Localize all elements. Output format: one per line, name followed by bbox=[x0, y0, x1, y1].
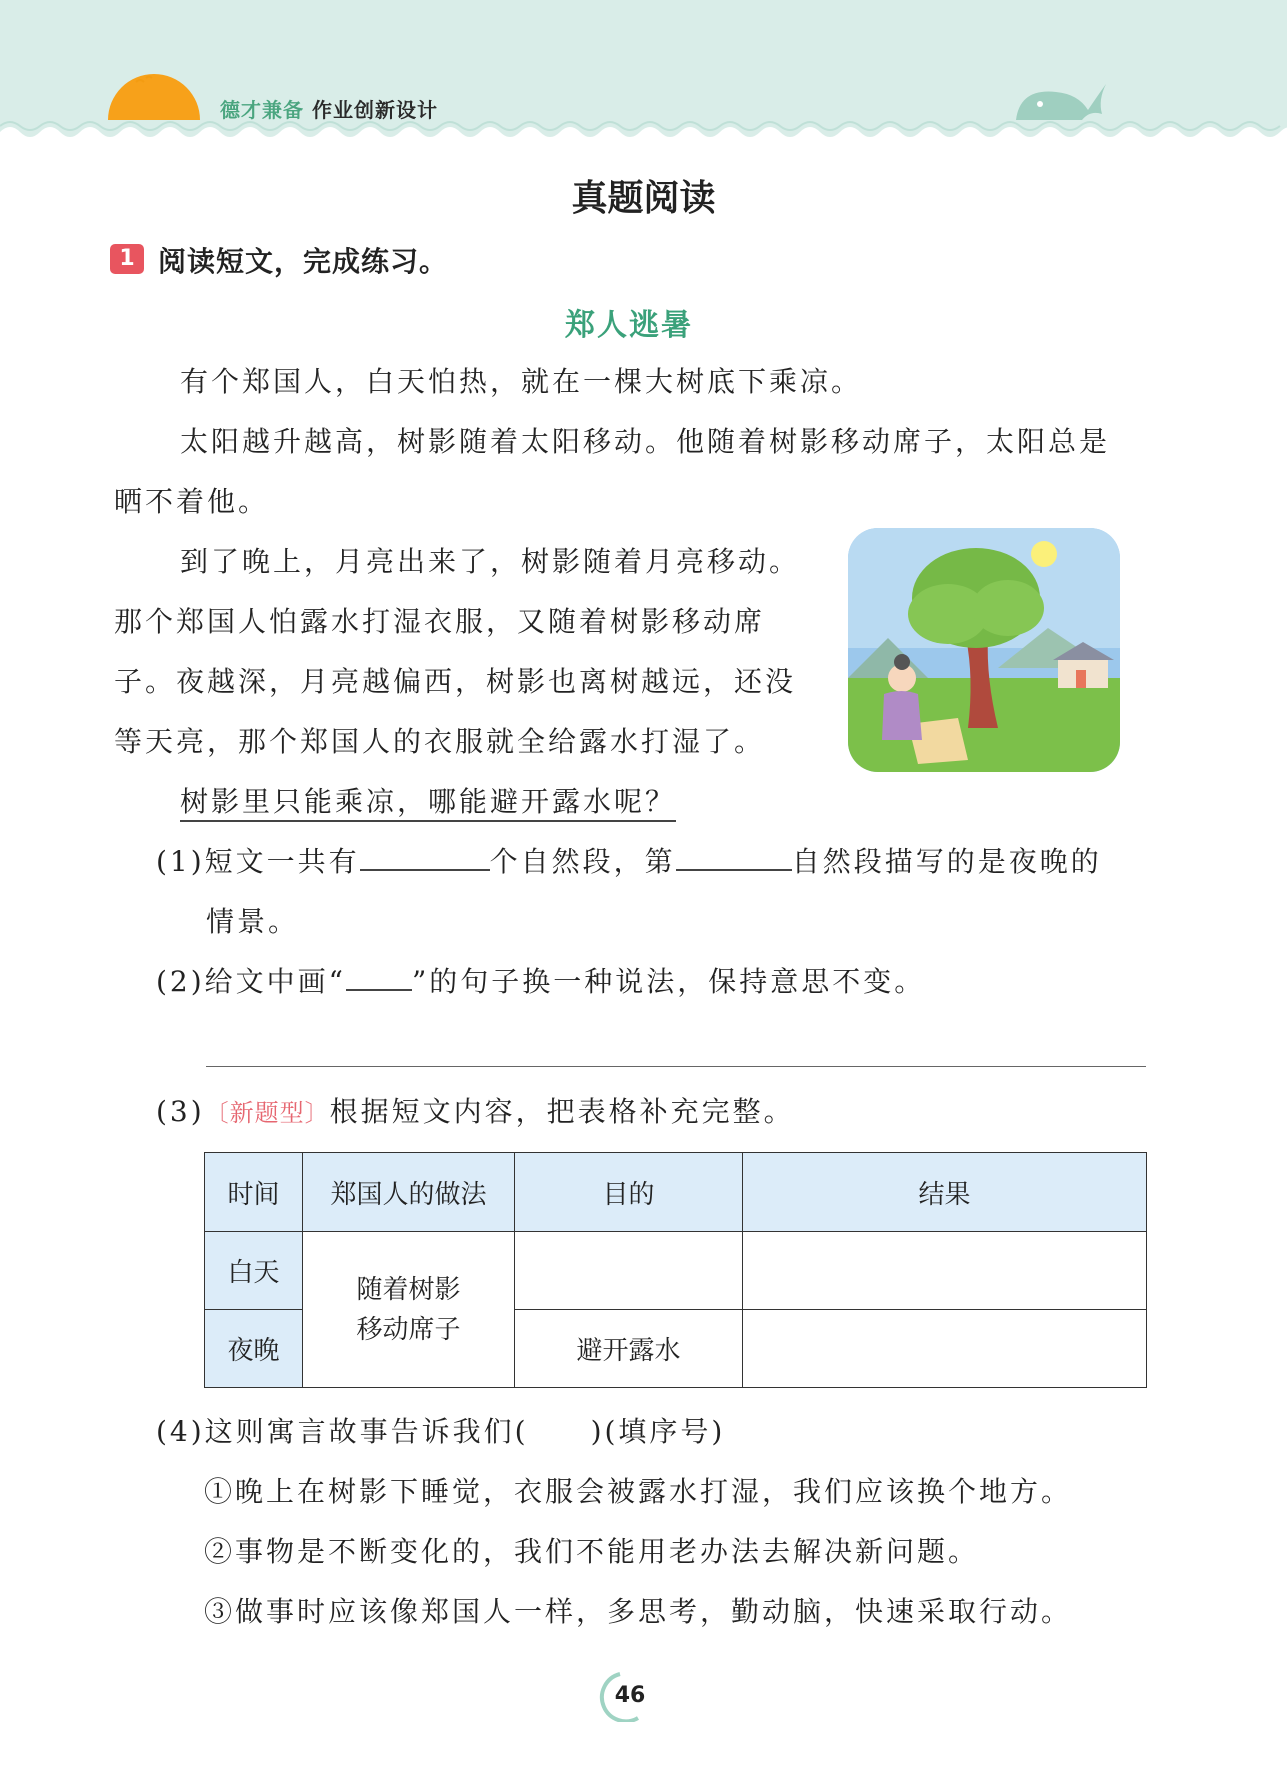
q2-part-a: (2)给文中画“ bbox=[156, 965, 346, 998]
page-number: 46 bbox=[614, 1683, 646, 1708]
cell-practice: 随着树影移动席子 bbox=[303, 1232, 515, 1388]
underlined-sentence: 树影里只能乘凉，哪能避开露水呢？ bbox=[180, 785, 676, 822]
question-3 bbox=[156, 1090, 795, 1130]
col-practice: 郑国人的做法 bbox=[303, 1153, 515, 1232]
q2-part-b: ”的句子换一种说法，保持意思不变。 bbox=[411, 965, 926, 998]
wave-border bbox=[0, 112, 1287, 150]
story-line: 到了晚上，月亮出来了，树影随着月亮移动。 bbox=[180, 545, 801, 578]
table-row bbox=[205, 1232, 1147, 1310]
option-2: ②事物是不断变化的，我们不能用老办法去解决新问题。 bbox=[204, 1535, 980, 1568]
question-1 bbox=[156, 840, 1102, 880]
story-line: 等天亮，那个郑国人的衣服就全给露水打湿了。 bbox=[114, 725, 766, 758]
answer-table bbox=[204, 1152, 1147, 1388]
story-line: 太阳越升越高，树影随着太阳移动。他随着树影移动席子，太阳总是 bbox=[180, 425, 1111, 458]
table-header-row bbox=[205, 1153, 1147, 1232]
option-1: ①晚上在树影下睡觉，衣服会被露水打湿，我们应该换个地方。 bbox=[204, 1475, 1073, 1508]
story-line: 晒不着他。 bbox=[114, 485, 270, 518]
option-3: ③做事时应该像郑国人一样，多思考，勤动脑，快速采取行动。 bbox=[204, 1595, 1073, 1628]
section-title: 真题阅读 bbox=[571, 178, 716, 219]
q2-underline-sample bbox=[346, 963, 412, 991]
story-line: 有个郑国人，白天怕热，就在一棵大树底下乘凉。 bbox=[180, 365, 863, 398]
new-type-tag: 〔新题型〕 bbox=[204, 1099, 330, 1127]
tree-scene-icon bbox=[848, 528, 1120, 772]
question-2 bbox=[156, 960, 925, 1000]
story-illustration bbox=[848, 528, 1120, 772]
cell-day-purpose[interactable] bbox=[515, 1232, 743, 1310]
col-result: 结果 bbox=[743, 1153, 1147, 1232]
story-title: 郑人逃暑 bbox=[565, 308, 693, 343]
cell-night-purpose: 避开露水 bbox=[515, 1310, 743, 1388]
story-line: 那个郑国人怕露水打湿衣服，又随着树影移动席 bbox=[114, 605, 766, 638]
cell-day-result[interactable] bbox=[743, 1232, 1147, 1310]
q3-text: 根据短文内容，把表格补充完整。 bbox=[329, 1095, 795, 1128]
q1-part-d: 情景。 bbox=[206, 905, 300, 938]
q1-part-b: 个自然段，第 bbox=[489, 845, 676, 878]
q3-number: (3) bbox=[156, 1095, 205, 1128]
q1-blank-paragraph[interactable] bbox=[676, 843, 792, 871]
brand-subtitle: 作业创新设计 bbox=[312, 98, 438, 122]
cell-night-result[interactable] bbox=[743, 1310, 1147, 1388]
q2-answer-line[interactable] bbox=[206, 1066, 1146, 1067]
q1-part-c: 自然段描写的是夜晚的 bbox=[791, 845, 1102, 878]
col-purpose: 目的 bbox=[515, 1153, 743, 1232]
row-label-night: 夜晚 bbox=[205, 1310, 303, 1388]
question-prompt: 阅读短文，完成练习。 bbox=[158, 245, 449, 278]
story-line-underlined bbox=[180, 780, 676, 820]
col-time: 时间 bbox=[205, 1153, 303, 1232]
brand-name: 德才兼备 bbox=[220, 98, 304, 122]
question-4: (4)这则寓言故事告诉我们( )(填序号) bbox=[156, 1415, 726, 1448]
q1-blank-count[interactable] bbox=[360, 843, 490, 871]
q1-part-a: (1)短文一共有 bbox=[156, 845, 360, 878]
story-line: 子。夜越深，月亮越偏西，树影也离树越远，还没 bbox=[114, 665, 797, 698]
header-band bbox=[0, 0, 1287, 150]
question-number-badge: 1 bbox=[110, 244, 144, 274]
row-label-day: 白天 bbox=[205, 1232, 303, 1310]
